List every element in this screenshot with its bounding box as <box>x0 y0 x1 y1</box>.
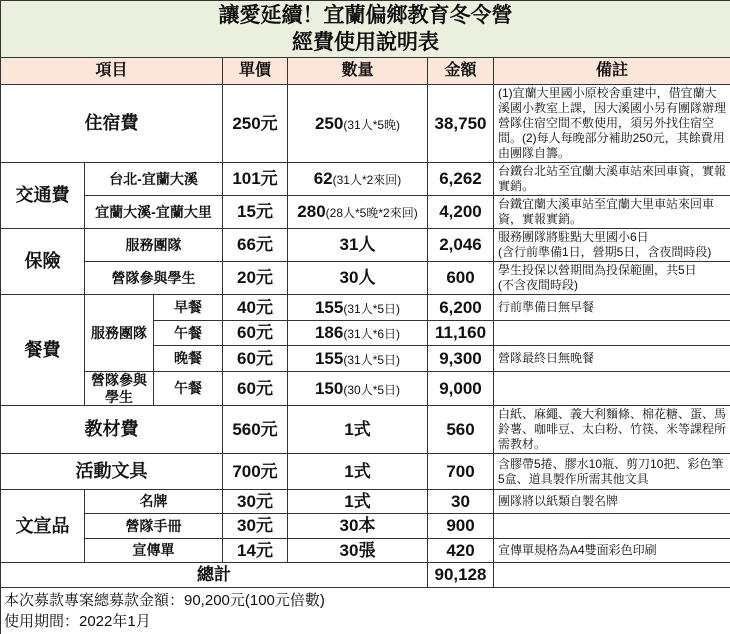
meal-cell: 午餐 <box>154 321 223 346</box>
qty-cell: 186(31人*6日) <box>288 321 428 346</box>
qty-cell: 150(30人*5日) <box>288 372 428 406</box>
price-cell: 14元 <box>223 539 288 563</box>
qty-cell: 30張 <box>288 539 428 563</box>
table-row <box>1 163 730 196</box>
note-cell: 學生投保以營期間為投保範圍，共5日 (不含夜間時段) <box>494 262 730 295</box>
price-cell: 15元 <box>223 196 288 229</box>
category-cell: 文宣品 <box>1 490 85 563</box>
header-row <box>1 58 730 85</box>
qty-cell: 31人 <box>288 229 428 262</box>
qty-cell: 1式 <box>288 454 428 490</box>
note-cell: 台鐵宜蘭大溪車站至宜蘭大里車站來回車資，實報實銷。 <box>494 196 730 229</box>
qty-cell: 1式 <box>288 490 428 514</box>
table-row <box>1 514 730 539</box>
usage-period: 使用期間：2022年1月 <box>4 611 728 632</box>
price-cell: 60元 <box>223 372 288 406</box>
category-cell: 交通費 <box>1 163 85 229</box>
amount-cell: 420 <box>428 539 494 563</box>
note-cell <box>494 321 730 346</box>
item-cell: 名牌 <box>85 490 223 514</box>
price-cell: 20元 <box>223 262 288 295</box>
table-row <box>1 295 730 321</box>
meal-cell: 午餐 <box>154 372 223 406</box>
qty-cell: 30人 <box>288 262 428 295</box>
header-unit-price: 單價 <box>223 58 288 85</box>
footer-row <box>1 588 730 634</box>
amount-cell: 600 <box>428 262 494 295</box>
price-cell: 66元 <box>223 229 288 262</box>
header-note: 備註 <box>494 58 730 85</box>
category-cell: 保險 <box>1 229 85 295</box>
amount-cell: 2,046 <box>428 229 494 262</box>
header-amount: 金額 <box>428 58 494 85</box>
item-cell: 教材費 <box>1 406 223 454</box>
qty-cell: 155(31人*5日) <box>288 295 428 321</box>
group-cell: 服務團隊 <box>85 295 154 372</box>
amount-cell: 900 <box>428 514 494 539</box>
header-quantity: 數量 <box>288 58 428 85</box>
amount-cell: 11,160 <box>428 321 494 346</box>
item-cell: 營隊參與學生 <box>85 262 223 295</box>
group-cell: 營隊參與學生 <box>85 372 154 406</box>
item-cell: 住宿費 <box>1 85 223 163</box>
table-row <box>1 229 730 262</box>
amount-cell: 560 <box>428 406 494 454</box>
total-label: 總計 <box>1 563 428 588</box>
table-row <box>1 262 730 295</box>
item-cell: 活動文具 <box>1 454 223 490</box>
footer <box>1 588 730 634</box>
total-amount: 90,128 <box>428 563 494 588</box>
qty-cell: 1式 <box>288 406 428 454</box>
price-cell: 700元 <box>223 454 288 490</box>
table-row <box>1 454 730 490</box>
item-cell: 宜蘭大溪-宜蘭大里 <box>85 196 223 229</box>
qty-cell: 30本 <box>288 514 428 539</box>
item-cell: 台北-宜蘭大溪 <box>85 163 223 196</box>
table-row <box>1 372 730 406</box>
note-cell: 服務團隊將駐點大里國小6日 (含行前準備1日，營期5日，含夜間時段) <box>494 229 730 262</box>
price-cell: 30元 <box>223 490 288 514</box>
price-cell: 250元 <box>223 85 288 163</box>
amount-cell: 700 <box>428 454 494 490</box>
note-cell: 含膠帶5捲、膠水10瓶、剪刀10把、彩色筆5盒、道具製作所需其他文具 <box>494 454 730 490</box>
note-cell: (1)宜蘭大里國小原校舍重建中，借宜蘭大溪國小教室上課，因大溪國小另有團隊辦理營隊住宿空間不敷使用，須另外找住宿空間。(2)每人每晚部分補助250元，其餘費用由團隊自籌。 <box>494 85 730 163</box>
table-row <box>1 490 730 514</box>
meal-cell: 晚餐 <box>154 346 223 372</box>
header-item: 項目 <box>1 58 223 85</box>
amount-cell: 30 <box>428 490 494 514</box>
amount-cell: 9,300 <box>428 346 494 372</box>
qty-cell: 62(31人*2來回) <box>288 163 428 196</box>
table-row <box>1 196 730 229</box>
amount-cell: 9,000 <box>428 372 494 406</box>
total-row <box>1 563 730 588</box>
qty-cell: 280(28人*5晚*2來回) <box>288 196 428 229</box>
amount-cell: 6,200 <box>428 295 494 321</box>
table-row <box>1 539 730 563</box>
price-cell: 40元 <box>223 295 288 321</box>
category-cell: 餐費 <box>1 295 85 406</box>
note-cell: 營隊最終日無晚餐 <box>494 346 730 372</box>
price-cell: 30元 <box>223 514 288 539</box>
item-cell: 宣傳單 <box>85 539 223 563</box>
meal-cell: 早餐 <box>154 295 223 321</box>
table-title: 讓愛延續！宜蘭偏鄉教育冬令營 經費使用說明表 <box>1 1 730 58</box>
amount-cell: 38,750 <box>428 85 494 163</box>
note-cell <box>494 372 730 406</box>
qty-cell: 250(31人*5晚) <box>288 85 428 163</box>
note-cell: 行前準備日無早餐 <box>494 295 730 321</box>
fundraising-total: 本次募款專案總募款金額：90,200元(100元倍數) <box>4 590 728 611</box>
note-cell: 白紙、麻繩、義大利麵條、棉花糖、蛋、馬鈴薯、咖啡豆、太白粉、竹筷、米等課程所需教材。 <box>494 406 730 454</box>
table-row <box>1 85 730 163</box>
amount-cell: 6,262 <box>428 163 494 196</box>
amount-cell: 4,200 <box>428 196 494 229</box>
price-cell: 560元 <box>223 406 288 454</box>
price-cell: 60元 <box>223 321 288 346</box>
table-row <box>1 406 730 454</box>
note-cell: 團隊將以紙類自製名牌 <box>494 490 730 514</box>
price-cell: 60元 <box>223 346 288 372</box>
price-cell: 101元 <box>223 163 288 196</box>
qty-cell: 155(31人*5日) <box>288 346 428 372</box>
item-cell: 服務團隊 <box>85 229 223 262</box>
note-cell: 台鐵台北站至宜蘭大溪車站來回車資，實報實銷。 <box>494 163 730 196</box>
note-cell <box>494 514 730 539</box>
item-cell: 營隊手冊 <box>85 514 223 539</box>
note-cell: 宣傳單規格為A4雙面彩色印刷 <box>494 539 730 563</box>
